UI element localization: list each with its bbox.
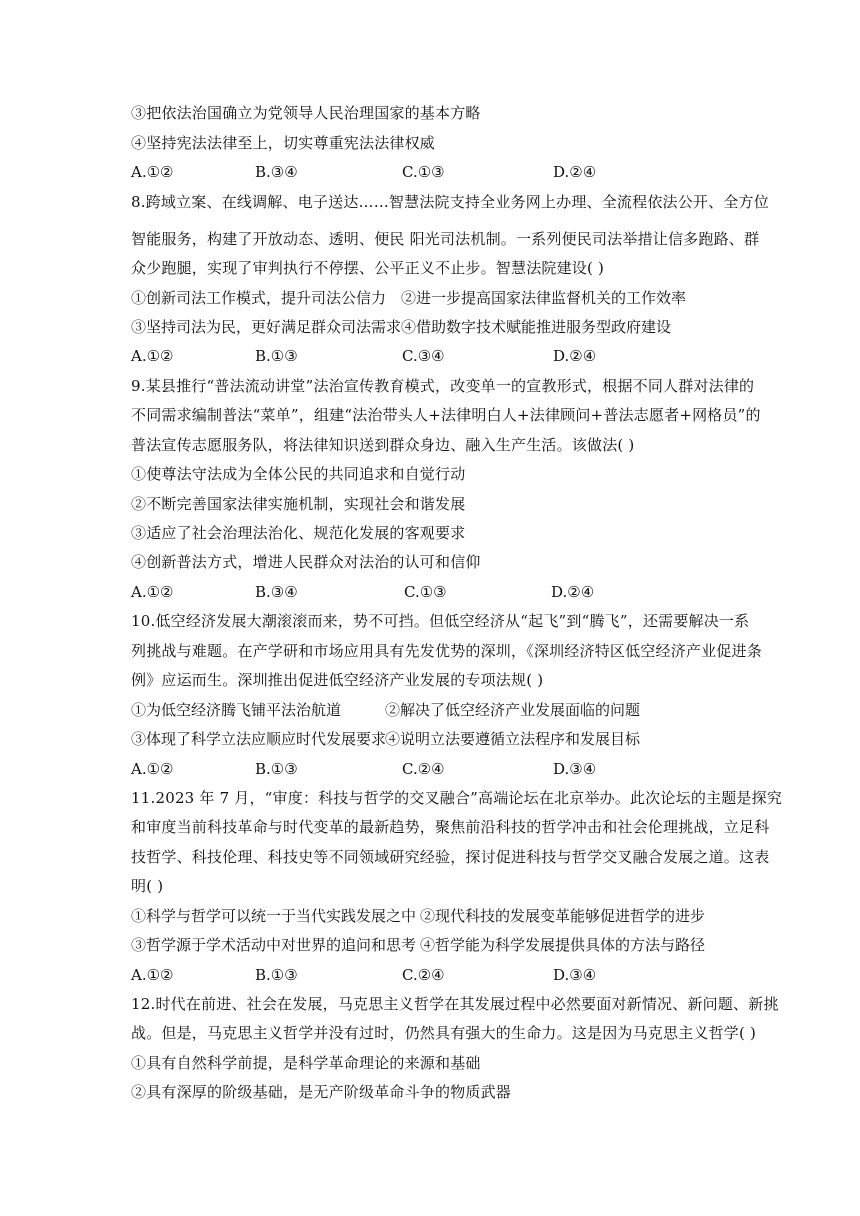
q8-option-c: C.③④	[402, 347, 445, 365]
q7-statement-4: ④坚持宪法法律至上，切实尊重宪法法律权威	[131, 134, 436, 152]
q8-option-a: A.①②	[131, 347, 174, 365]
q8-statement-2: ②进一步提高国家法律监督机关的工作效率	[401, 289, 687, 307]
q9-statement-4: ④创新普法方式，增进人民群众对法治的认可和信仰	[131, 553, 481, 571]
q9-stem-line-2: 不同需求编制普法“菜单”，组建“法治带头人+法律明白人+法律顾问+普法志愿者+网格员”的	[131, 406, 761, 424]
q9-option-d: D.②④	[551, 583, 595, 601]
q10-statement-1: ①为低空经济腾飞铺平法治航道	[131, 701, 342, 719]
q8-option-d: D.②④	[553, 347, 597, 365]
q9-option-b: B.③④	[255, 583, 298, 601]
q8-option-b: B.①③	[255, 347, 298, 365]
q7-option-b: B.③④	[255, 163, 298, 181]
q10-option-c: C.②④	[402, 760, 445, 778]
q11-option-c: C.②④	[402, 966, 445, 984]
q8-stem-line-2: 智能服务，构建了开放动态、透明、便民 阳光司法机制。一系列便民司法举措让信多跑路、群	[131, 230, 760, 248]
q11-statement-3: ③哲学源于学术活动中对世界的追问和思考	[131, 936, 417, 954]
q12-stem-line-2: 战。但是，马克思主义哲学并没有过时，仍然具有强大的生命力。这是因为马克思主义哲学( )	[131, 1024, 757, 1042]
q12-statement-2: ②具有深厚的阶级基础，是无产阶级革命斗争的物质武器	[131, 1083, 512, 1101]
q9-option-a: A.①②	[131, 583, 174, 601]
q12-statement-1: ①具有自然科学前提，是科学革命理论的来源和基础	[131, 1054, 481, 1072]
q11-option-a: A.①②	[131, 966, 174, 984]
q9-stem-line-1: 9.某县推行“普法流动讲堂”法治宣传教育模式，改变单一的宣教形式，根据不同人群对法律的	[131, 377, 755, 395]
q8-statement-4: ④借助数字技术赋能推进服务型政府建设	[401, 318, 672, 336]
q10-stem-line-3: 例》应运而生。深圳推出促进低空经济产业发展的专项法规( )	[131, 671, 544, 689]
q10-stem-line-2: 列挑战与难题。在产学研和市场应用具有先发优势的深圳，《深圳经济特区低空经济产业促进条	[131, 642, 762, 660]
q11-statement-2: ②现代科技的发展变革能够促进哲学的进步	[420, 907, 706, 925]
q7-option-a: A.①②	[131, 163, 174, 181]
q10-option-a: A.①②	[131, 760, 174, 778]
q7-option-d: D.②④	[553, 163, 597, 181]
q9-option-c: C.①③	[404, 583, 447, 601]
q10-statement-2: ②解决了低空经济产业发展面临的问题	[385, 701, 641, 719]
q11-statement-1: ①科学与哲学可以统一于当代实践发展之中	[131, 907, 417, 925]
q11-option-b: B.①③	[255, 966, 298, 984]
q10-option-b: B.①③	[255, 760, 298, 778]
q7-statement-3: ③把依法治国确立为党领导人民治理国家的基本方略	[131, 104, 481, 122]
q8-stem-line-3: 众少跑腿，实现了审判执行不停摆、公平正义不止步。智慧法院建设( )	[131, 259, 605, 277]
q10-stem-line-1: 10.低空经济发展大潮滚滚而来，势不可挡。但低空经济从“起飞”到“腾飞”，还需要解决一系	[131, 612, 750, 630]
q8-statement-3: ③坚持司法为民，更好满足群众司法需求	[131, 318, 402, 336]
q9-statement-1: ①使尊法守法成为全体公民的共同追求和自觉行动	[131, 465, 466, 483]
q11-option-d: D.③④	[553, 966, 597, 984]
q11-stem-line-4: 明( )	[131, 877, 164, 895]
q11-stem-line-1: 11.2023 年 7 月，“审度：科技与哲学的交叉融合”高端论坛在北京举办。此次论坛的主题是探究	[131, 789, 783, 807]
q12-stem-line-1: 12.时代在前进、社会在发展，马克思主义哲学在其发展过程中必然要面对新情况、新问题、新挑	[131, 995, 779, 1013]
q7-option-c: C.①③	[402, 163, 445, 181]
q11-statement-4: ④哲学能为科学发展提供具体的方法与路径	[420, 936, 706, 954]
q9-statement-3: ③适应了社会治理法治化、规范化发展的客观要求	[131, 524, 466, 542]
q11-stem-line-3: 技哲学、科技伦理、科技史等不同领域研究经验，探讨促进科技与哲学交叉融合发展之道。这表	[131, 848, 770, 866]
q11-stem-line-2: 和审度当前科技革命与时代变革的最新趋势，聚焦前沿科技的哲学冲击和社会伦理挑战，立足科	[131, 818, 770, 836]
q10-option-d: D.③④	[553, 760, 597, 778]
q10-statement-4: ④说明立法要遵循立法程序和发展目标	[385, 730, 641, 748]
q9-stem-line-3: 普法宣传志愿服务队，将法律知识送到群众身边、融入生产生活。该做法( )	[131, 436, 635, 454]
q9-statement-2: ②不断完善国家法律实施机制，实现社会和谐发展	[131, 495, 466, 513]
q8-stem-line-1: 8.跨域立案、在线调解、电子送达……智慧法院支持全业务网上办理、全流程依法公开、全方位	[131, 193, 769, 211]
q10-statement-3: ③体现了科学立法应顺应时代发展要求	[131, 730, 387, 748]
q8-statement-1: ①创新司法工作模式，提升司法公信力	[131, 289, 387, 307]
